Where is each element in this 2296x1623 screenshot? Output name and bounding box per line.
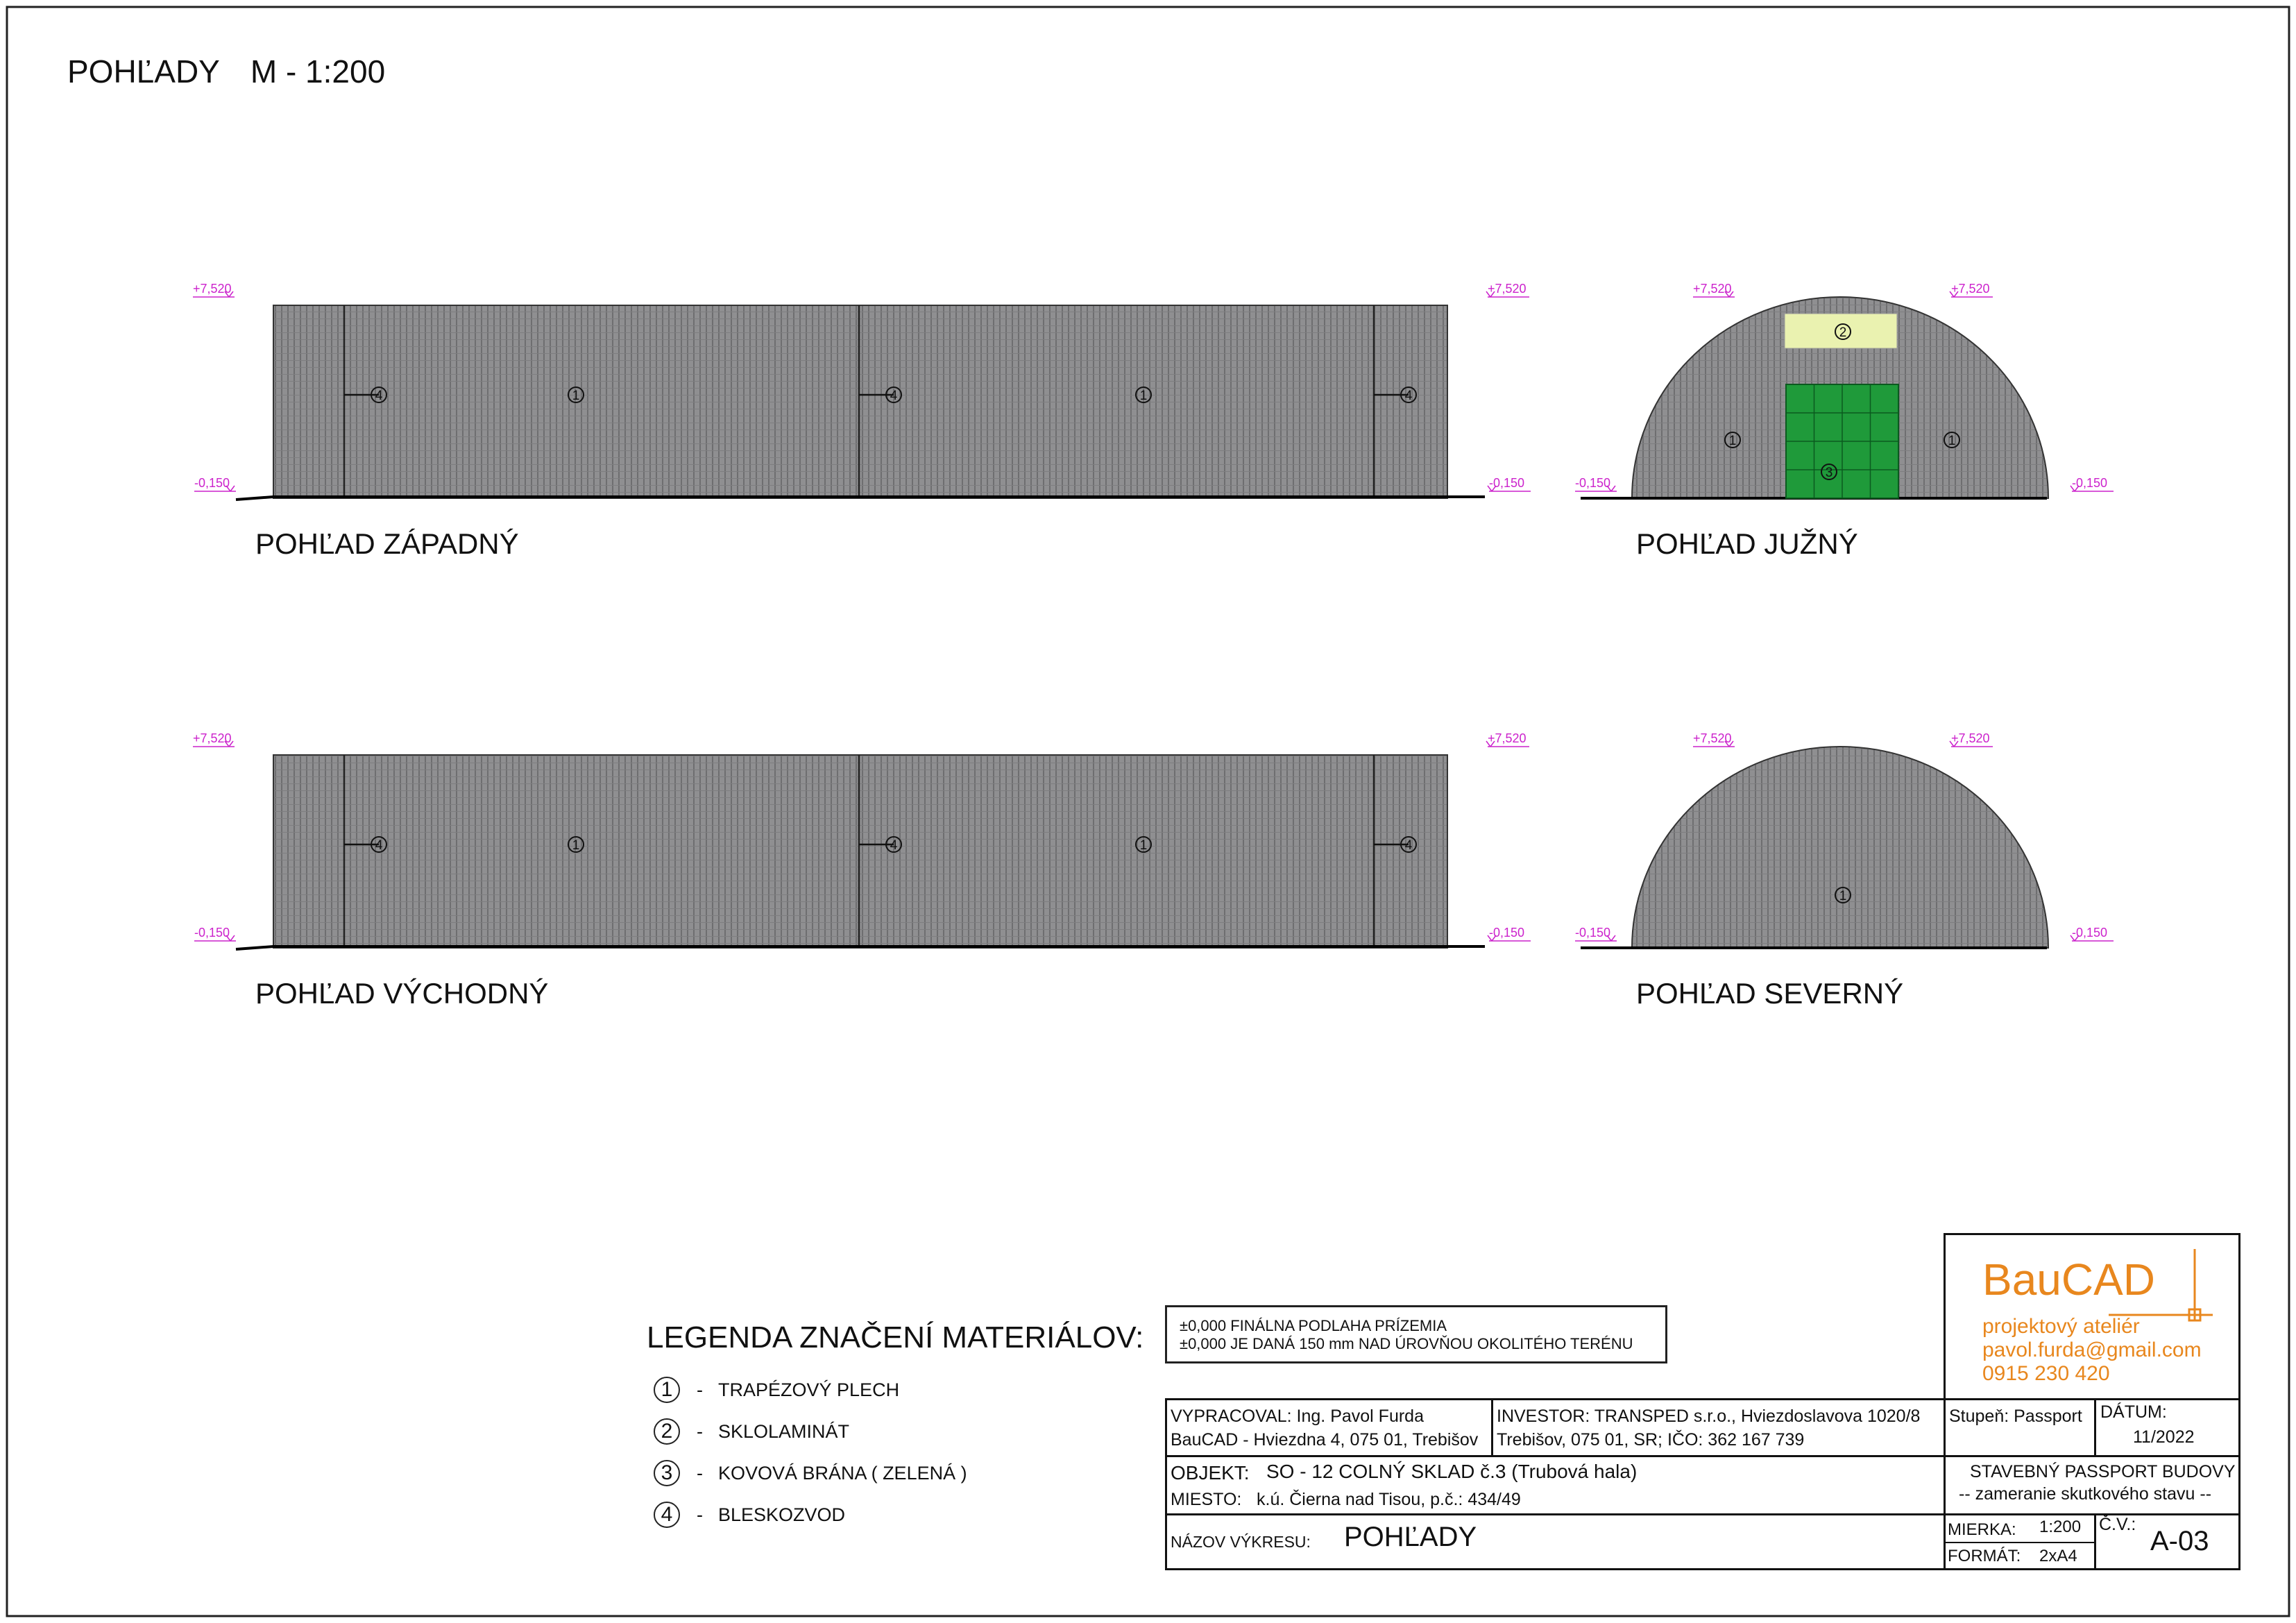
materials-legend xyxy=(647,1320,1143,1536)
logo-crosshair-icon xyxy=(2095,1246,2220,1322)
material-marker-number: 4 xyxy=(890,838,898,853)
prepared-address: BauCAD - Hviezdna 4, 075 01, Trebišov xyxy=(1171,1430,1479,1450)
table-rule xyxy=(1944,1542,2094,1543)
material-marker-number: 4 xyxy=(890,389,898,403)
level-mark: -0,150 xyxy=(1489,476,1525,490)
legend-dash: - xyxy=(697,1462,703,1484)
legend-item xyxy=(647,1369,1143,1411)
material-marker-number: 1 xyxy=(1139,838,1148,853)
level-mark: +7,520 xyxy=(1488,731,1527,745)
table-rule xyxy=(1944,1398,1946,1570)
investor-address: Trebišov, 075 01, SR; IČO: 362 167 739 xyxy=(1497,1430,1805,1450)
drawing-number: A-03 xyxy=(2150,1526,2209,1556)
sheet-title-text: POHĽADY xyxy=(67,53,220,90)
view-title: POHĽAD SEVERNÝ xyxy=(1636,977,1904,1010)
level-mark: -0,150 xyxy=(2072,926,2108,940)
legend-dash: - xyxy=(697,1504,703,1525)
level-mark: +7,520 xyxy=(193,282,232,296)
material-marker-number: 4 xyxy=(375,389,383,403)
scale-label: MIERKA: xyxy=(1948,1520,2016,1539)
level-mark: +7,520 xyxy=(1951,731,1990,745)
format-label: FORMÁT: xyxy=(1948,1547,2021,1565)
level-mark: -0,150 xyxy=(194,926,230,940)
document-type: STAVEBNÝ PASSPORT BUDOVY xyxy=(1970,1462,2236,1481)
level-mark: -0,150 xyxy=(1575,476,1611,490)
legend-dash: - xyxy=(697,1379,703,1400)
company-subtitle: projektový ateliér xyxy=(1982,1315,2140,1338)
drawing-label: NÁZOV VÝKRESU: xyxy=(1171,1533,1311,1551)
material-marker-number: 1 xyxy=(1948,434,1956,448)
investor: INVESTOR: TRANSPED s.r.o., Hviezdoslavova 1020/8 xyxy=(1497,1407,1921,1426)
material-marker-number: 3 xyxy=(1825,466,1833,480)
material-marker-number: 1 xyxy=(572,838,580,853)
ground-line xyxy=(236,497,1485,500)
building-wall xyxy=(273,755,1447,948)
level-mark: +7,520 xyxy=(193,731,232,745)
company-email: pavol.furda@gmail.com xyxy=(1982,1339,2202,1361)
place-label: MIESTO: xyxy=(1171,1490,1242,1509)
legend-number: 3 xyxy=(654,1460,680,1486)
company-phone: 0915 230 420 xyxy=(1982,1362,2110,1385)
level-note-line: ±0,000 FINÁLNA PODLAHA PRÍZEMIA xyxy=(1180,1317,1447,1334)
place-value: k.ú. Čierna nad Tisou, p.č.: 434/49 xyxy=(1257,1490,1521,1509)
company-logo: BauCAD xyxy=(1982,1255,2155,1305)
legend-number: 1 xyxy=(654,1377,680,1403)
sheet-scale: M - 1:200 xyxy=(250,53,386,90)
table-rule xyxy=(1165,1455,2240,1457)
table-rule xyxy=(1491,1398,1493,1456)
material-marker-number: 2 xyxy=(1839,325,1847,340)
legend-item xyxy=(647,1494,1143,1536)
table-rule xyxy=(1165,1513,2240,1515)
view-title: POHĽAD JUŽNÝ xyxy=(1636,527,1858,560)
drawing-number-label: Č.V.: xyxy=(2099,1515,2136,1534)
legend-title: LEGENDA ZNAČENÍ MATERIÁLOV: xyxy=(647,1320,1144,1354)
building-wall xyxy=(273,305,1447,498)
level-mark: -0,150 xyxy=(194,476,230,490)
level-note-line: ±0,000 JE DANÁ 150 mm NAD ÚROVŇOU OKOLITÉHO TERÉNU xyxy=(1180,1335,1633,1352)
legend-dash: - xyxy=(697,1420,703,1442)
legend-number: 2 xyxy=(654,1418,680,1445)
level-mark: -0,150 xyxy=(1489,926,1525,940)
legend-label: TRAPÉZOVÝ PLECH xyxy=(718,1379,900,1400)
title-block xyxy=(1165,1233,2240,1570)
scale-value: 1:200 xyxy=(2039,1518,2082,1536)
level-mark: +7,520 xyxy=(1488,282,1527,296)
level-mark: +7,520 xyxy=(1693,731,1732,745)
arch-hall xyxy=(1632,747,2048,948)
view-title: POHĽAD VÝCHODNÝ xyxy=(255,977,549,1010)
view-title: POHĽAD ZÁPADNÝ xyxy=(255,527,519,560)
level-mark: -0,150 xyxy=(2072,476,2108,490)
material-marker-number: 4 xyxy=(1404,838,1413,853)
material-marker-number: 4 xyxy=(375,838,383,853)
material-marker-number: 1 xyxy=(1728,434,1737,448)
document-subtype: -- zameranie skutkového stavu -- xyxy=(1959,1484,2212,1504)
date-value: 11/2022 xyxy=(2133,1427,2195,1447)
date-label: DÁTUM: xyxy=(2100,1402,2167,1422)
legend-number: 4 xyxy=(654,1502,680,1528)
object-label: OBJEKT: xyxy=(1171,1462,1250,1484)
legend-label: KOVOVÁ BRÁNA ( ZELENÁ ) xyxy=(718,1462,967,1484)
prepared-by: VYPRACOVAL: Ing. Pavol Furda xyxy=(1171,1407,1424,1426)
legend-item xyxy=(647,1452,1143,1494)
material-marker-number: 1 xyxy=(1139,389,1148,403)
level-mark: -0,150 xyxy=(1575,926,1611,940)
object-name: SO - 12 COLNÝ SKLAD č.3 (Trubová hala) xyxy=(1266,1461,1638,1482)
material-marker-number: 4 xyxy=(1404,389,1413,403)
table-rule xyxy=(2094,1398,2096,1456)
format-value: 2xA4 xyxy=(2039,1547,2077,1565)
material-marker-number: 1 xyxy=(572,389,580,403)
legend-label: SKLOLAMINÁT xyxy=(718,1420,850,1442)
level-mark: +7,520 xyxy=(1951,282,1990,296)
project-stage: Stupeň: Passport xyxy=(1949,1407,2082,1426)
drawing-name: POHĽADY xyxy=(1344,1522,1477,1552)
ground-line xyxy=(236,946,1485,949)
material-marker-number: 1 xyxy=(1839,889,1847,903)
table-rule xyxy=(2094,1513,2096,1570)
sheet-title xyxy=(67,53,385,90)
legend-label: BLESKOZVOD xyxy=(718,1504,846,1525)
level-mark: +7,520 xyxy=(1693,282,1732,296)
legend-item xyxy=(647,1411,1143,1452)
